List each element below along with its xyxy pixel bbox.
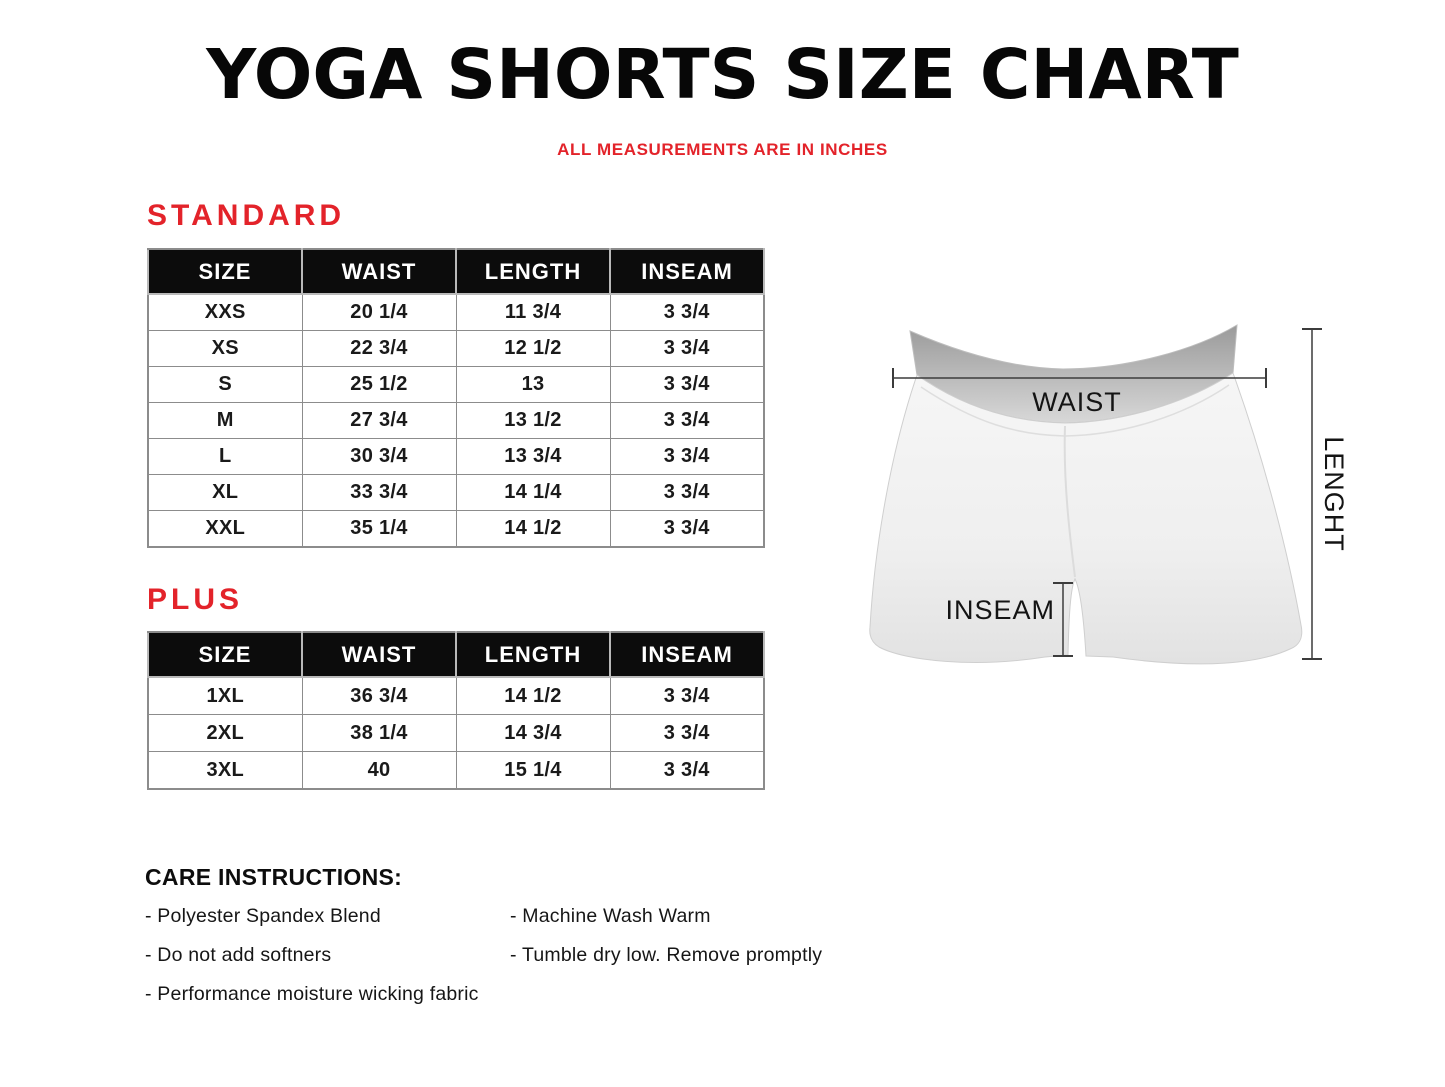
care-item: - Performance moisture wicking fabric <box>145 983 479 1005</box>
table-cell: S <box>148 367 302 403</box>
table-row <box>148 752 764 790</box>
table-header-row <box>148 249 764 294</box>
care-item: - Do not add softners <box>145 944 332 966</box>
column-header-inseam: INSEAM <box>610 632 764 677</box>
table-row <box>148 475 764 511</box>
table-header-row <box>148 632 764 677</box>
plus-size-table <box>147 631 765 790</box>
table-cell: 3 3/4 <box>610 403 764 439</box>
page-title: YOGA SHORTS SIZE CHART <box>206 35 1239 115</box>
table-cell: 25 1/2 <box>302 367 456 403</box>
table-cell: 33 3/4 <box>302 475 456 511</box>
table-cell: 14 1/2 <box>456 511 610 548</box>
length-measure-line <box>1302 329 1322 659</box>
table-cell: 13 1/2 <box>456 403 610 439</box>
column-header-size: SIZE <box>148 632 302 677</box>
table-cell: 14 1/4 <box>456 475 610 511</box>
table-cell: 3XL <box>148 752 302 790</box>
table-cell: 14 3/4 <box>456 715 610 752</box>
table-row <box>148 439 764 475</box>
table-cell: M <box>148 403 302 439</box>
table-cell: 3 3/4 <box>610 752 764 790</box>
table-cell: 12 1/2 <box>456 331 610 367</box>
table-cell: 22 3/4 <box>302 331 456 367</box>
care-list-column-2 <box>510 905 822 983</box>
shorts-measurement-diagram <box>865 295 1355 705</box>
table-cell: 11 3/4 <box>456 294 610 331</box>
table-cell: 38 1/4 <box>302 715 456 752</box>
care-item: - Machine Wash Warm <box>510 905 711 927</box>
section-heading-standard: STANDARD <box>147 199 346 232</box>
table-cell: 2XL <box>148 715 302 752</box>
table-cell: 30 3/4 <box>302 439 456 475</box>
table-row <box>148 511 764 548</box>
table-cell: 13 3/4 <box>456 439 610 475</box>
plus-table-header <box>148 632 764 677</box>
table-cell: 15 1/4 <box>456 752 610 790</box>
table-cell: 14 1/2 <box>456 677 610 715</box>
inseam-label: INSEAM <box>945 595 1055 625</box>
table-cell: 3 3/4 <box>610 294 764 331</box>
column-header-waist: WAIST <box>302 249 456 294</box>
table-cell: 13 <box>456 367 610 403</box>
column-header-length: LENGTH <box>456 632 610 677</box>
table-cell: 1XL <box>148 677 302 715</box>
care-item: - Polyester Spandex Blend <box>145 905 381 927</box>
table-cell: XL <box>148 475 302 511</box>
table-row <box>148 367 764 403</box>
table-row <box>148 677 764 715</box>
care-instructions-heading: CARE INSTRUCTIONS: <box>145 864 403 890</box>
table-row <box>148 715 764 752</box>
table-cell: 3 3/4 <box>610 331 764 367</box>
column-header-inseam: INSEAM <box>610 249 764 294</box>
table-cell: XXL <box>148 511 302 548</box>
table-cell: 40 <box>302 752 456 790</box>
section-heading-plus: PLUS <box>147 583 244 616</box>
table-row <box>148 403 764 439</box>
table-cell: 35 1/4 <box>302 511 456 548</box>
length-label: LENGHT <box>1319 436 1349 552</box>
waist-label: WAIST <box>1032 387 1122 417</box>
column-header-size: SIZE <box>148 249 302 294</box>
standard-table-header <box>148 249 764 294</box>
table-cell: XS <box>148 331 302 367</box>
table-row <box>148 331 764 367</box>
column-header-waist: WAIST <box>302 632 456 677</box>
standard-table-body <box>148 294 764 547</box>
table-cell: 3 3/4 <box>610 475 764 511</box>
table-cell: 3 3/4 <box>610 511 764 548</box>
table-cell: 27 3/4 <box>302 403 456 439</box>
table-row <box>148 294 764 331</box>
table-cell: 3 3/4 <box>610 439 764 475</box>
plus-table-body <box>148 677 764 789</box>
table-cell: XXS <box>148 294 302 331</box>
care-item: - Tumble dry low. Remove promptly <box>510 944 823 966</box>
standard-size-table <box>147 248 765 548</box>
table-cell: 3 3/4 <box>610 367 764 403</box>
page-subtitle: ALL MEASUREMENTS ARE IN INCHES <box>557 140 888 159</box>
care-list-column-1 <box>145 905 479 1022</box>
table-cell: 20 1/4 <box>302 294 456 331</box>
table-cell: 36 3/4 <box>302 677 456 715</box>
table-cell: 3 3/4 <box>610 715 764 752</box>
column-header-length: LENGTH <box>456 249 610 294</box>
table-cell: 3 3/4 <box>610 677 764 715</box>
table-cell: L <box>148 439 302 475</box>
